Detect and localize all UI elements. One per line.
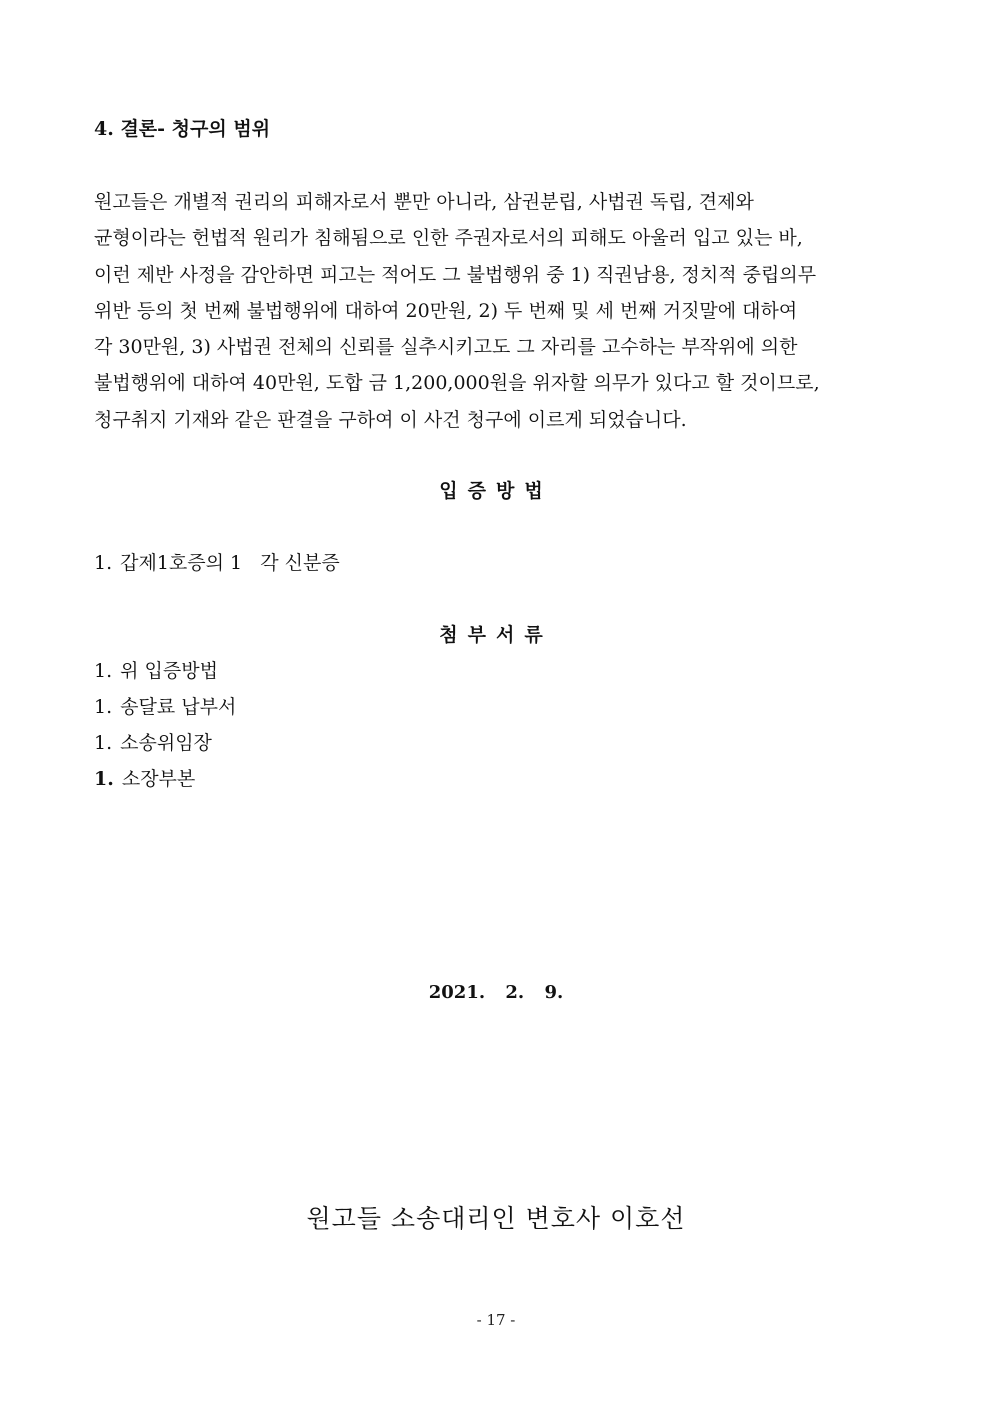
conclusion-paragraph xyxy=(94,184,904,438)
paragraph-line: 청구취지 기재와 같은 판결을 구하여 이 사건 청구에 이르게 되었습니다. xyxy=(94,408,687,431)
list-number: 1. xyxy=(94,768,114,790)
list-text: 갑제1호증의 1 각 신분증 xyxy=(120,552,340,574)
paragraph-line: 이런 제반 사정을 감안하면 피고는 적어도 그 불법행위 중 1) 직권남용, 정치적 중립의무 xyxy=(94,263,817,286)
list-number: 1. xyxy=(94,552,113,574)
list-text: 위 입증방법 xyxy=(120,660,218,682)
list-number: 1. xyxy=(94,660,113,682)
evidence-title: 입증방법 xyxy=(439,480,553,502)
evidence-item xyxy=(94,548,340,575)
document-date: 2021. 2. 9. xyxy=(428,982,564,1003)
attachment-item xyxy=(94,728,212,755)
attachment-item xyxy=(94,764,195,791)
page-number: - 17 - xyxy=(476,1311,516,1329)
attachment-item xyxy=(94,692,236,719)
paragraph-line: 각 30만원, 3) 사법권 전체의 신뢰를 실추시키고도 그 자리를 고수하는 부작위에 의한 xyxy=(94,336,798,359)
signature-line: 원고들 소송대리인 변호사 이호선 xyxy=(306,1204,686,1233)
paragraph-line: 원고들은 개별적 권리의 피해자로서 뿐만 아니라, 삼권분립, 사법권 독립, 견제와 xyxy=(94,191,754,213)
paragraph-line: 균형이라는 헌법적 원리가 침해됨으로 인한 주권자로서의 피해도 아울러 입고 있는 바, xyxy=(94,227,803,250)
list-number: 1. xyxy=(94,696,113,718)
list-text: 송달료 납부서 xyxy=(120,696,237,718)
list-text: 소장부본 xyxy=(121,768,196,790)
attachments-title: 첨부서류 xyxy=(439,624,553,646)
paragraph-line: 불법행위에 대하여 40만원, 도합 금 1,200,000원을 위자할 의무가 있다고 할 것이므로, xyxy=(94,372,820,395)
section-heading: 4. 결론- 청구의 범위 xyxy=(94,118,271,140)
attachment-item xyxy=(94,656,218,683)
paragraph-line: 위반 등의 첫 번째 불법행위에 대하여 20만원, 2) 두 번째 및 세 번째 거짓말에 대하여 xyxy=(94,299,798,322)
list-text: 소송위임장 xyxy=(120,732,212,754)
list-number: 1. xyxy=(94,732,113,754)
